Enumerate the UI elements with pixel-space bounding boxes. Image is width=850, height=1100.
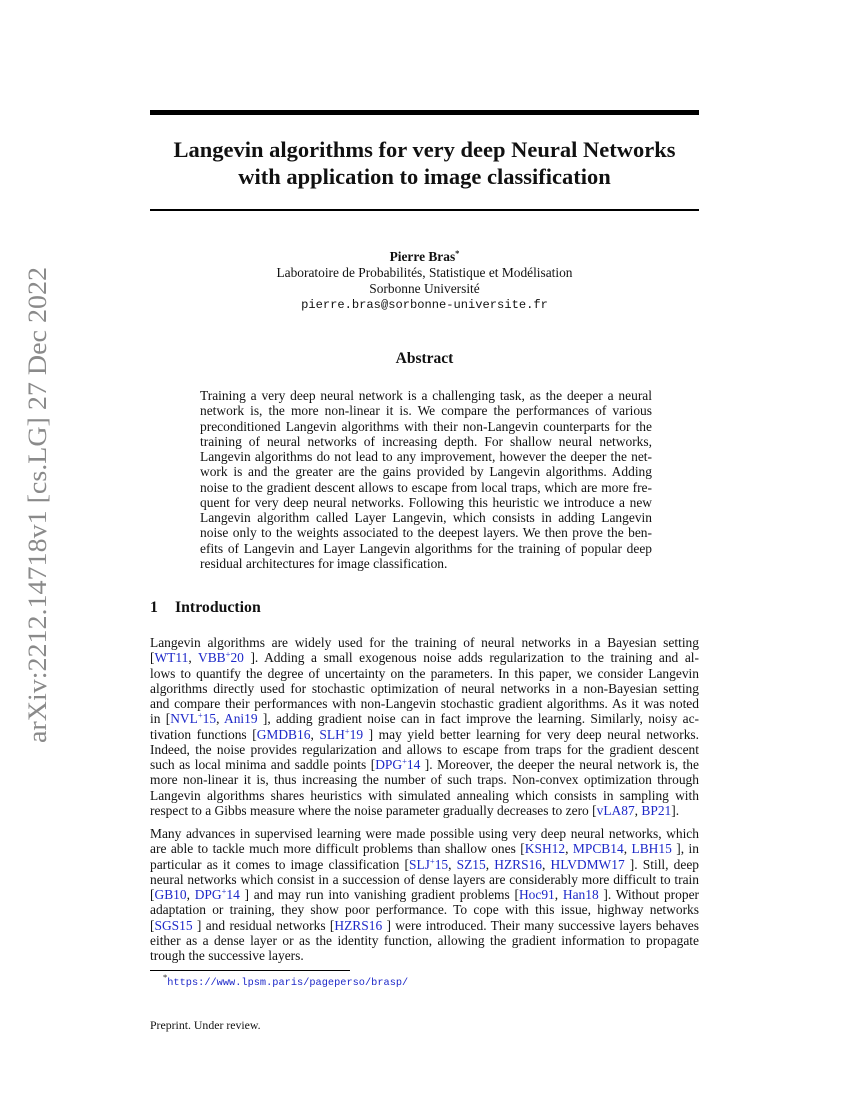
abstract-line: quent for very deep neural networks. Following this heuristic we introduce a new: [200, 494, 652, 510]
author-affiliation-lab: Laboratoire de Probabilités, Statistique et Modélisation: [276, 265, 573, 280]
paragraph-line: more non-linear it is, thus increasing the number of such traps. Non-convex optimization through: [150, 772, 699, 788]
author-affiliation-university: Sorbonne Université: [369, 281, 480, 296]
arxiv-identifier-text: arXiv:2212.14718v1 [cs.LG] 27 Dec 2022: [22, 292, 52, 743]
citation-link[interactable]: SLJ+15: [408, 855, 449, 872]
citation-link[interactable]: GB10: [154, 887, 187, 902]
author-footnote-mark: *: [455, 248, 460, 258]
paragraph-line: either as a dense layer or as the identity function, allowing the gradient information to propagate: [150, 932, 699, 948]
abstract-line: work is and the greater are the gains provided by Langevin algorithms. Adding: [200, 464, 652, 480]
abstract-line: training of neural networks of increasing depth. For shallow neural networks,: [200, 433, 652, 449]
citation-link[interactable]: SLH+19: [319, 725, 364, 742]
abstract-body: [200, 388, 652, 571]
abstract-line: residual architectures for image classification.: [200, 555, 448, 571]
paper-title: [150, 136, 699, 190]
footnote: [163, 972, 409, 990]
citation-link[interactable]: LBH15: [631, 841, 672, 857]
paragraph-line: [SGS15 ] and residual networks [HZRS16 ] were introduced. Their many successive layers behaves: [150, 917, 699, 933]
paragraph-line: in [NVL+15, Ani19 ], adding gradient noise can in fact improve the learning. Similarly, noisy ac-: [150, 710, 700, 727]
abstract-line: Langevin algorithm called Layer Langevin, which consists in adding Langevin: [200, 510, 652, 525]
abstract-line: efits of Langevin and Layer Langevin algorithms for the training of popular deep: [200, 540, 652, 556]
paragraph-line: respect to a Gibbs measure where the noise parameter gradually decreases to zero [vLA87, BP21].: [150, 802, 680, 818]
citation-link[interactable]: DPG+14: [375, 756, 421, 772]
paragraph-line: particular as it comes to image classification [SLJ+15, SZ15, HZRS16, HLVDMW17 ]. Still, deep: [150, 855, 700, 872]
paragraph-line: such as local minima and saddle points [DPG+14 ]. Moreover, the deeper the neural network is, the: [150, 756, 699, 772]
citation-link[interactable]: DPG+14: [194, 886, 240, 902]
citation-link[interactable]: HZRS16: [494, 856, 543, 872]
title-line-2: with application to image classification: [238, 164, 611, 189]
paragraph-line: [WT11, VBB+20 ]. Adding a small exogenous noise adds regularization to the training and al-: [150, 649, 699, 666]
citation-link[interactable]: Ani19: [224, 711, 258, 727]
section-heading-introduction: [150, 599, 261, 617]
section-title: Introduction: [175, 599, 261, 616]
footnote-mark: *: [163, 972, 168, 982]
paragraph-line: algorithms directly used for stochastic optimization of neural networks in a non-Bayesian setting: [150, 680, 699, 696]
title-line-1: Langevin algorithms for very deep Neural Networks: [173, 137, 676, 162]
author-block: [150, 249, 699, 313]
citation-link[interactable]: GMDB16: [256, 726, 311, 742]
intro-paragraph-1: [150, 635, 699, 818]
section-number: 1: [150, 599, 158, 616]
citation-link[interactable]: KSH12: [524, 841, 566, 857]
paragraph-line: Langevin algorithms are widely used for the training of neural networks in a Bayesian setting: [150, 635, 699, 650]
title-bottom-rule: [150, 209, 699, 211]
preprint-note: Preprint. Under review.: [150, 1018, 261, 1032]
citation-link[interactable]: BP21: [641, 802, 672, 818]
abstract-line: noise only to the weights associated to the deepest layers. We then prove the ben-: [200, 525, 652, 541]
title-top-rule: [150, 110, 699, 115]
citation-link[interactable]: HZRS16: [334, 917, 383, 933]
author-name-line: [150, 249, 699, 265]
abstract-heading: Abstract: [395, 350, 454, 367]
citation-link[interactable]: vLA87: [596, 802, 635, 818]
paragraph-line: Many advances in supervised learning were made possible using very deep neural networks, which: [150, 826, 699, 841]
citation-link[interactable]: SZ15: [456, 856, 486, 872]
paragraph-line: tivation functions [GMDB16, SLH+19 ] may yield better learning for very deep neural networks.: [150, 725, 700, 742]
citation-link[interactable]: MPCB14: [572, 841, 624, 857]
paragraph-line: lows to quantify the degree of uncertainty on the parameters. In this paper, we consider Langevin: [150, 665, 699, 681]
citation-link[interactable]: WT11: [154, 650, 189, 666]
footnote-url-link[interactable]: https://www.lpsm.paris/pageperso/brasp/: [167, 977, 409, 989]
paragraph-line: are able to tackle much more difficult problems than shallow ones [KSH12, MPCB14, LBH15 ], in: [150, 841, 700, 857]
abstract-line: Langevin algorithms do not lead to any improvement, however the deeper the net-: [200, 449, 652, 464]
abstract-line: network is, the more non-linear it is. We compare the performances of various: [200, 403, 652, 419]
citation-link[interactable]: NVL+15: [170, 710, 217, 727]
intro-paragraph-2: [150, 826, 699, 963]
paragraph-line: and compare their performances with non-Langevin stochastic gradient algorithms. As it was noted: [150, 696, 699, 711]
paragraph-line: adaptation or training, they show poor performance. To cope with this issue, highway networks: [150, 902, 699, 918]
abstract-line: preconditioned Langevin algorithms with their non-Langevin counterparts for the: [200, 418, 652, 434]
paragraph-line: Indeed, the noise provides regularization and allows to escape from traps for the gradient descent: [150, 741, 699, 757]
author-email[interactable]: pierre.bras@sorbonne-universite.fr: [301, 298, 548, 312]
arxiv-identifier-stamp: [14, 265, 58, 745]
citation-link[interactable]: HLVDMW17: [550, 856, 625, 872]
citation-link[interactable]: Hoc91: [518, 887, 555, 902]
author-name: Pierre Bras: [389, 249, 456, 264]
citation-link[interactable]: Han18: [562, 887, 599, 902]
paragraph-line: Langevin algorithms shares heuristics with simulated annealing which consists in sampling with: [150, 787, 699, 803]
abstract-line: noise to the gradient descent allows to escape from local traps, which are more fre-: [200, 479, 652, 495]
paragraph-line: [GB10, DPG+14 ] and may run into vanishing gradient problems [Hoc91, Han18 ]. Without proper: [150, 886, 700, 902]
abstract-line: Training a very deep neural network is a challenging task, as the deeper a neural: [200, 388, 652, 403]
footnote-rule: [150, 970, 350, 971]
paragraph-line: neural networks which consist in a succession of dense layers are considerably more difficult to train: [150, 871, 699, 887]
citation-link[interactable]: SGS15: [154, 917, 193, 933]
paragraph-line: trough the successive layers.: [150, 948, 304, 963]
citation-link[interactable]: VBB+20: [198, 649, 244, 666]
